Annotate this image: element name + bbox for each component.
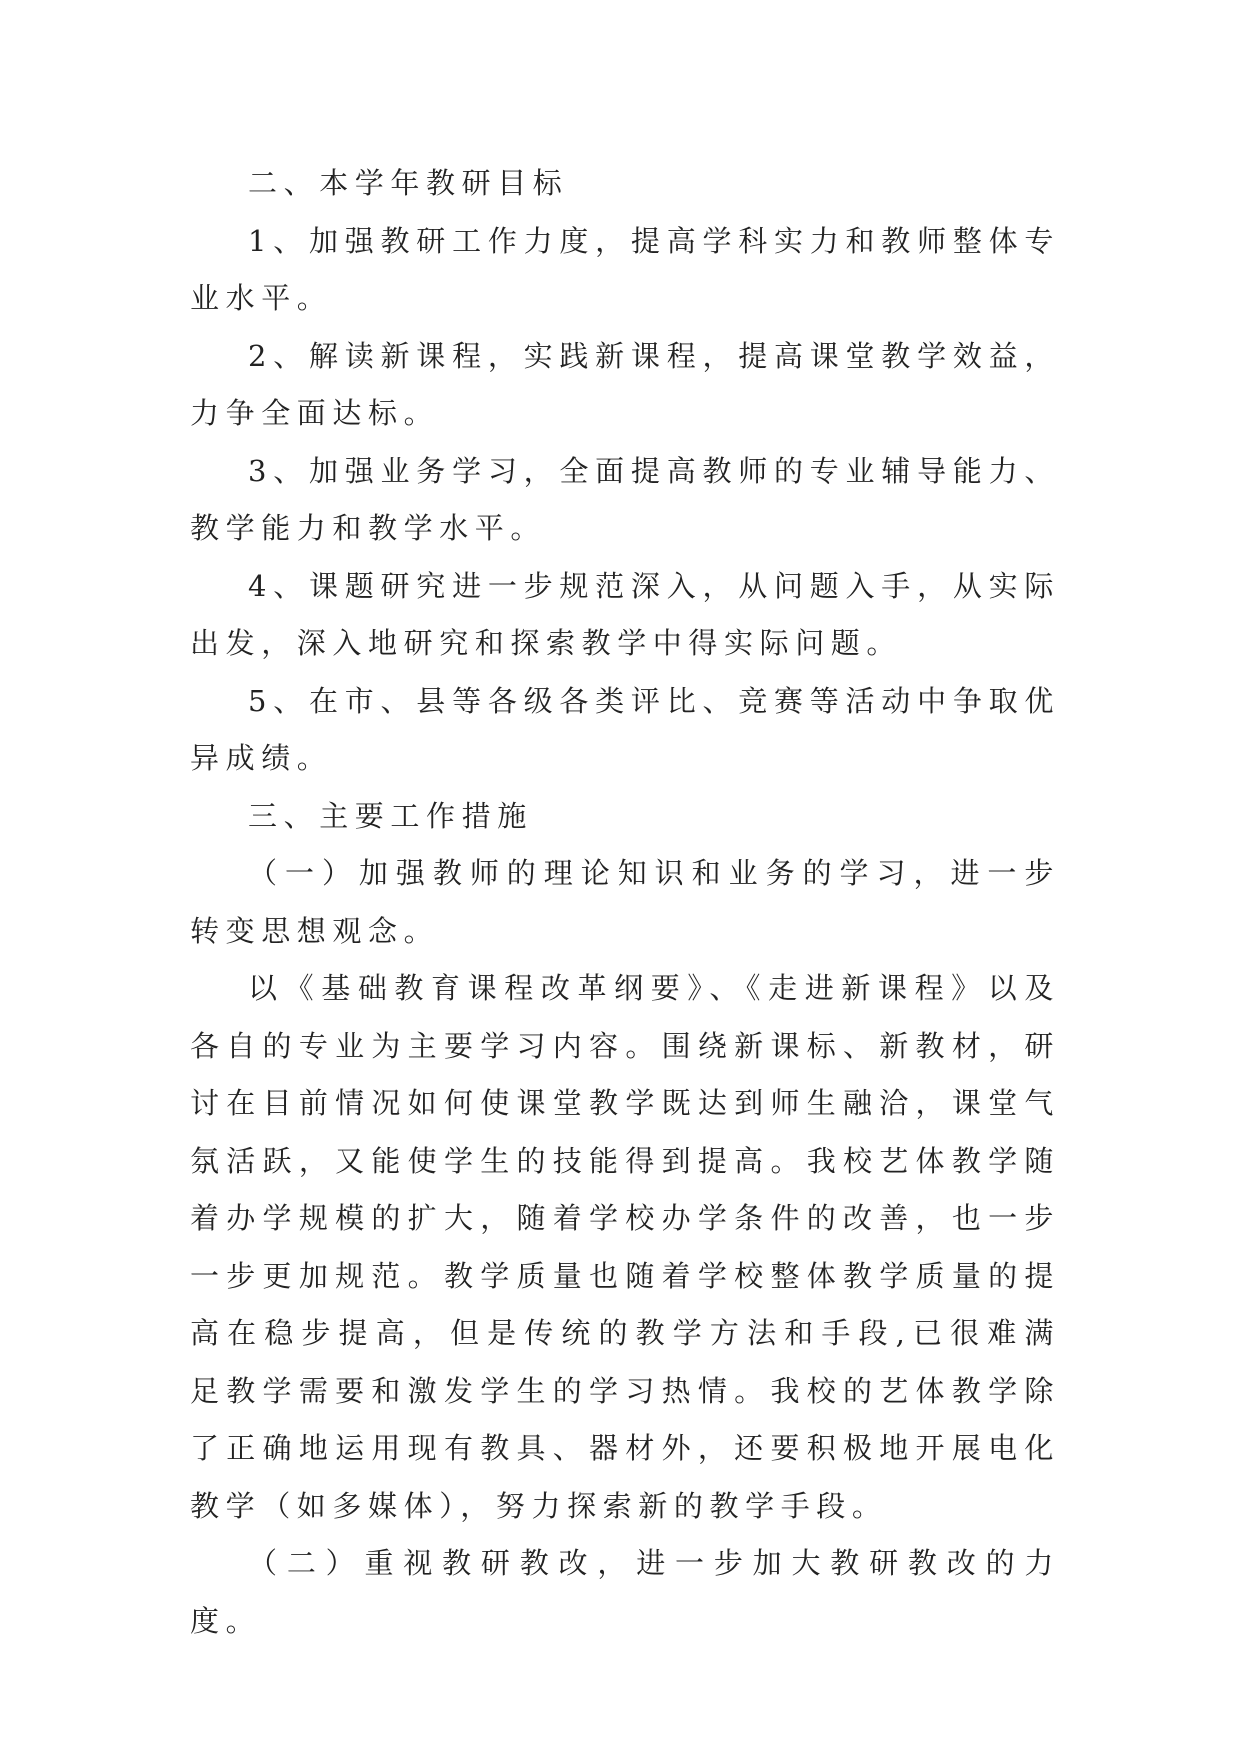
goal-item-1: 1、加强教研工作力度，提高学科实力和教师整体专业水平。 xyxy=(190,223,1060,315)
measure-subheading-2: （二）重视教研教改，进一步加大教研教改的力度。 xyxy=(190,1546,1060,1638)
measure-subheading-1: （一）加强教师的理论知识和业务的学习，进一步转变思想观念。 xyxy=(190,856,1060,948)
goal-item-4: 4、课题研究进一步规范深入，从问题入手，从实际出发，深入地研究和探索教学中得实际问题。 xyxy=(190,568,1060,660)
document-body xyxy=(190,155,1060,1650)
goal-item-2: 2、解读新课程，实践新课程，提高课堂教学效益，力争全面达标。 xyxy=(190,338,1060,430)
goal-item-3: 3、加强业务学习，全面提高教师的专业辅导能力、教学能力和教学水平。 xyxy=(190,453,1060,545)
measure-body-paragraph: 以《基础教育课程改革纲要》、《走进新课程》以及各自的专业为主要学习内容。围绕新课标、新教材，研讨在目前情况如何使课堂教学既达到师生融洽，课堂气氛活跃，又能使学生的技能得到提高。我校艺体教学随着办学规模的扩大，随着学校办学条件的改善，也一步一步更加规范。教学质量也随着学校整体教学质量的提高在稳步提高，但是传统的教学方法和手段,已很难满足教学需要和激发学生的学习热情。我校的艺体教学除了正确地运用现有教具、器材外，还要积极地开展电化教学（如多媒体），努力探索新的教学手段。 xyxy=(190,971,1060,1523)
section-heading-measures: 三、主要工作措施 xyxy=(248,798,533,833)
goal-item-5: 5、在市、县等各级各类评比、竞赛等活动中争取优异成绩。 xyxy=(190,683,1060,775)
section-heading-goals: 二、本学年教研目标 xyxy=(248,166,569,200)
